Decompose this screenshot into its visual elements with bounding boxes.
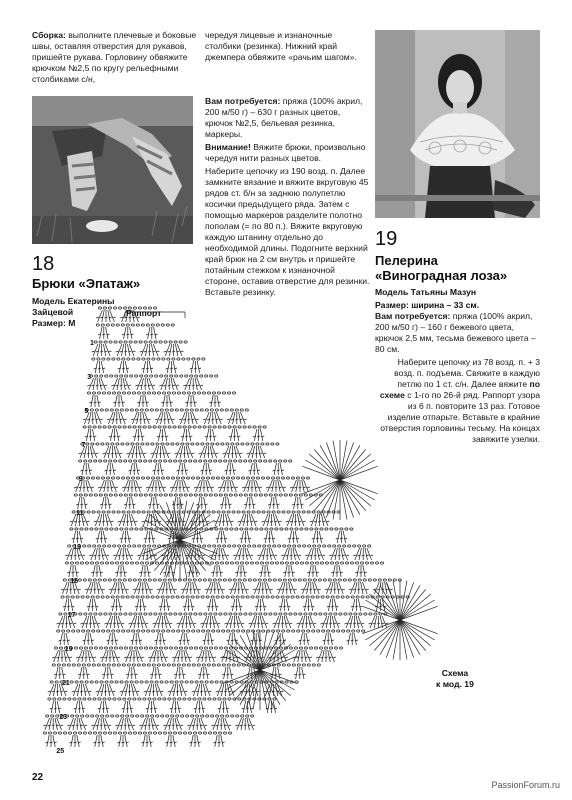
assembly-body: выполните плечевые и боковые швы, оставляя отверстия для рукавов, пришейте рукава. Горловину обвяжите крючком №2,5 по кругу рельефными столбиками с/н, [32,30,197,84]
cape-photo [375,30,540,218]
scheme-caption-2: к мод. 19 [436,679,474,689]
photo-model-18 [32,96,193,244]
assembly-text [32,30,200,85]
m19-body-pre: Наберите цепочку из 78 возд. п. + 3 возд. п. подъема. Свяжите в каждую петлю по 1 ст. с/н. Далее вяжите [394,357,540,389]
row-number: 21 [62,680,70,687]
m19-need-text: пряжа (100% акрил, 200 м/50 г) – 160 г бежевого цвета, крючок 2,5 мм, тесьма бежевого цвета – 80 см. [375,311,536,354]
row-number: 5 [84,408,89,415]
rapport-label: Раппорт [126,308,162,318]
row-number: 23 [59,714,67,721]
assembly-text-cont [205,30,370,63]
m19-need-lead: Вам потребуется: [375,311,451,321]
row-number: 17 [67,612,76,619]
model-18-number: 18 [32,253,55,275]
model-19-title-2: «Виноградная лоза» [375,268,508,283]
model-18-size: Размер: М [32,318,76,328]
row-number: 3 [87,374,92,381]
m18-body: Наберите цепочку из 190 возд. п. Далее замкните вязание и вяжите вкруговую 45 рядов ст. б/н за заднюю полупетлю косички предыдущего ряда. Затем с помощью маркеров разделите полотно пополам (= по 80 п.). Вяжите вкруговую каждую штанину отдельно до необходимой длины. Подогните верхний край брюк на 2 см внутрь и пришейте потайным стежком к изнаночной стороне, оставив отверстие для резинки. Вставьте резинку. [205,166,370,297]
model-19-size: Размер: ширина – 33 см. [375,300,480,310]
scheme-caption [436,668,474,690]
row-number: 13 [73,544,81,551]
model-19-number: 19 [375,228,398,250]
row-number: 15 [70,578,79,585]
row-number: 9 [78,476,83,483]
model-18-author-2: Зайцевой [32,307,74,317]
m19-body-post: с 1-го по 26-й ряд. Раппорт узора из 6 п. повторите 13 раз. Готовое изделие отпарьте. Вставьте в крайние отверстия горловины тесьму. На концах завяжите узелки. [380,390,540,444]
row-number: 19 [64,646,73,653]
m18-need-text: пряжа (100% акрил, 200 м/50 г) – 630 г разных цветов, крючок №2,5, бельевая резинка, маркеры. [205,96,363,139]
assembly-lead: Сборка: [32,30,66,40]
row-number: 7 [81,442,86,449]
scheme-caption-1: Схема [441,668,469,678]
photo-model-19 [375,30,540,218]
assembly-cont-body: чередуя лицевые и изнаночные столбики (резинка). Нижний край джемпера обвяжите «рачьим шагом». [205,30,357,62]
row-number: 1 [90,340,94,347]
trousers-photo [32,96,193,244]
model-19-author: Модель Татьяны Мазун [375,287,477,297]
m19-body-bold: по схеме [379,379,540,400]
m18-warn-lead: Внимание! [205,142,251,152]
model-19-title-1: Пелерина [375,253,438,268]
watermark: PassionForum.ru [491,780,560,790]
model-18-author-1: Модель Екатерины [32,296,115,306]
model-18-instructions [205,96,370,298]
m18-need-lead: Вам потребуется: [205,96,281,106]
row-number: 25 [56,748,65,755]
m18-warn-text: Вяжите брюки, произвольно чередуя нити разных цветов. [205,142,366,163]
page-number: 22 [32,772,44,783]
row-number: 11 [76,510,84,517]
model-18-title: Брюки «Эпатаж» [32,276,141,291]
